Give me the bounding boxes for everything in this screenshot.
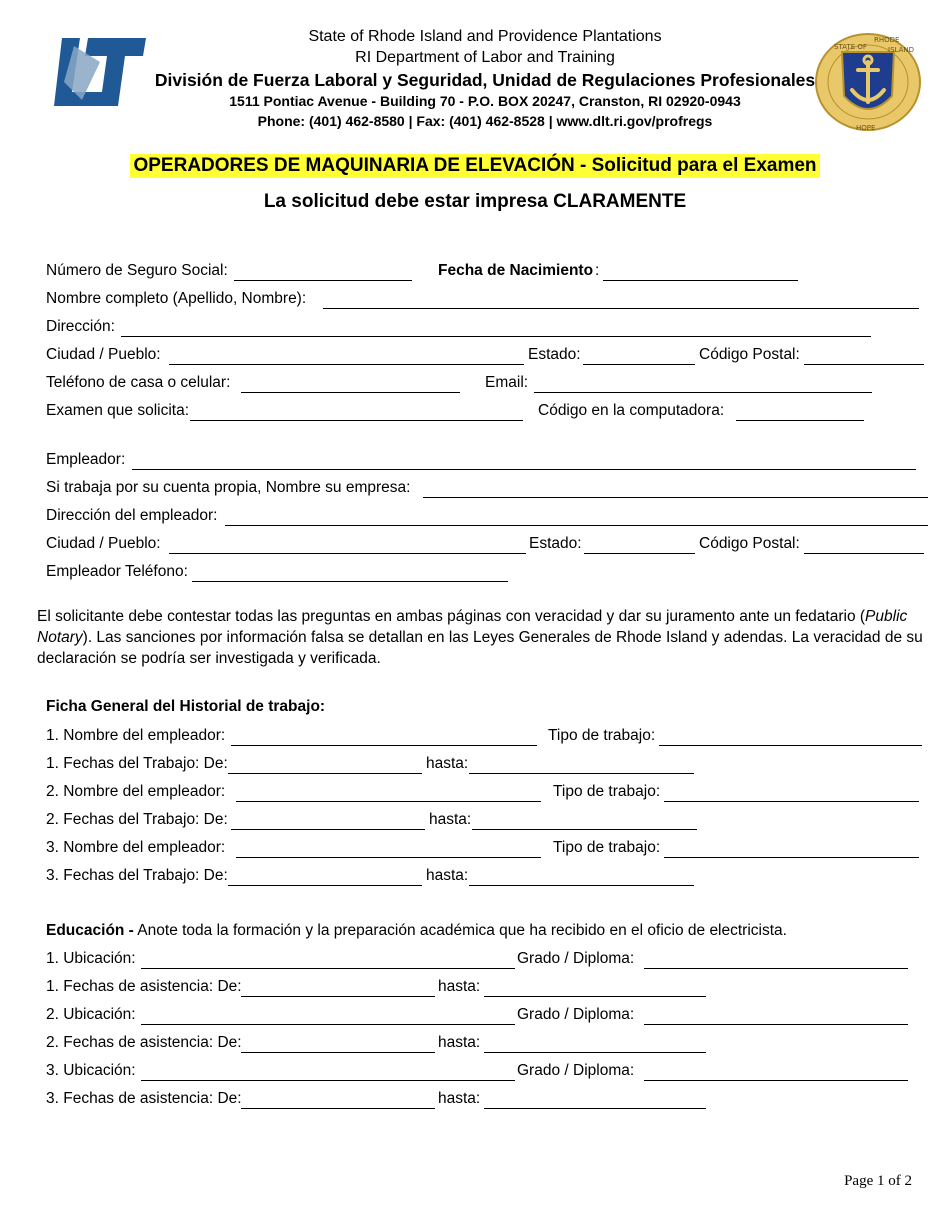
edu-1-dates-label: 1. Fechas de asistencia: De: <box>46 978 242 995</box>
seal-text-right: ISLAND <box>888 46 914 54</box>
row-ssn-dob <box>46 262 926 284</box>
header-state: State of Rhode Island and Providence Plantations <box>308 28 662 45</box>
education-heading-text: Anote toda la formación y la preparación académica que ha recibido en el oficio de electricista. <box>133 922 787 939</box>
work-row-2-employer <box>46 783 926 805</box>
row-self-employed <box>46 479 936 501</box>
edu-3-until-field[interactable] <box>484 1108 706 1109</box>
edu-2-from-field[interactable] <box>241 1052 435 1053</box>
edu-3-degree-label: Grado / Diploma: <box>517 1062 635 1079</box>
edu-row-2-dates <box>46 1034 926 1056</box>
work-2-employer-label: 2. Nombre del empleador: <box>46 783 226 800</box>
work-3-employer-label: 3. Nombre del empleador: <box>46 839 226 856</box>
full-name-label: Nombre completo (Apellido, Nombre): <box>46 290 307 307</box>
dob-colon: : <box>595 262 600 279</box>
row-employer-address <box>46 507 936 529</box>
row-employer-city-state-zip <box>46 535 926 557</box>
row-employer <box>46 451 926 473</box>
address-label: Dirección: <box>46 318 115 335</box>
edu-2-dates-label: 2. Fechas de asistencia: De: <box>46 1034 242 1051</box>
form-subtitle: La solicitud debe estar impresa CLARAMENTE <box>263 191 687 212</box>
employer-state-label: Estado: <box>529 535 582 552</box>
work-3-employer-field[interactable] <box>236 857 541 858</box>
work-2-until-label: hasta: <box>429 811 472 828</box>
edu-row-1-location <box>46 950 926 972</box>
work-1-employer-field[interactable] <box>231 745 537 746</box>
state-field[interactable] <box>583 364 695 365</box>
employer-address-label: Dirección del empleador: <box>46 507 218 524</box>
form-title: OPERADORES DE MAQUINARIA DE ELEVACIÓN - Solicitud para el Examen <box>130 154 819 178</box>
row-exam-code <box>46 402 926 424</box>
row-city-state-zip <box>46 346 926 368</box>
exam-label: Examen que solicita: <box>46 402 190 419</box>
employer-zip-field[interactable] <box>804 553 924 554</box>
edu-2-until-label: hasta: <box>438 1034 481 1051</box>
work-2-employer-field[interactable] <box>236 801 541 802</box>
work-row-3-employer <box>46 839 926 861</box>
work-1-employer-label: 1. Nombre del empleador: <box>46 727 226 744</box>
row-address <box>46 318 926 340</box>
edu-1-until-field[interactable] <box>484 996 706 997</box>
notice-part2: ). Las sanciones por información falsa se detallan en las Leyes Generales de Rhode Island y adendas. La veracidad de su declaración se podría ser investigada y verificada. <box>37 629 923 667</box>
work-3-type-field[interactable] <box>664 857 919 858</box>
work-1-until-label: hasta: <box>426 755 469 772</box>
employer-field[interactable] <box>132 469 916 470</box>
edu-3-degree-field[interactable] <box>644 1080 908 1081</box>
notice-part1: El solicitante debe contestar todas las preguntas en ambas páginas con veracidad y dar su juramento ante un fedatario ( <box>37 608 866 625</box>
work-row-1-employer <box>46 727 926 749</box>
edu-1-from-field[interactable] <box>241 996 435 997</box>
edu-row-1-dates <box>46 978 926 1000</box>
work-3-from-field[interactable] <box>228 885 422 886</box>
header-address: 1511 Pontiac Avenue - Building 70 - P.O. BOX 20247, Cranston, RI 02920-0943 <box>229 93 741 109</box>
edu-3-from-field[interactable] <box>241 1108 435 1109</box>
work-2-type-label: Tipo de trabajo: <box>553 783 661 800</box>
edu-row-3-location <box>46 1062 926 1084</box>
work-2-from-field[interactable] <box>231 829 425 830</box>
work-3-until-label: hasta: <box>426 867 469 884</box>
edu-1-degree-field[interactable] <box>644 968 908 969</box>
dob-field[interactable] <box>603 280 798 281</box>
work-1-dates-label: 1. Fechas del Trabajo: De: <box>46 755 228 772</box>
state-label: Estado: <box>528 346 581 363</box>
work-row-1-dates <box>46 755 926 777</box>
work-1-from-field[interactable] <box>228 773 422 774</box>
edu-row-3-dates <box>46 1090 926 1112</box>
employer-address-field[interactable] <box>225 525 928 526</box>
edu-2-location-label: 2. Ubicación: <box>46 1006 136 1023</box>
edu-3-location-field[interactable] <box>141 1080 515 1081</box>
edu-1-degree-label: Grado / Diploma: <box>517 950 635 967</box>
education-heading-bold: Educación - <box>46 922 134 939</box>
logo-graphic <box>52 38 148 108</box>
ssn-field[interactable] <box>234 280 412 281</box>
edu-2-until-field[interactable] <box>484 1052 706 1053</box>
work-history-heading: Ficha General del Historial de trabajo: <box>46 698 326 715</box>
email-field[interactable] <box>534 392 872 393</box>
page-number: Page 1 of 2 <box>844 1173 912 1189</box>
row-employer-phone <box>46 563 926 585</box>
sworn-statement-notice <box>37 606 932 669</box>
edu-2-degree-label: Grado / Diploma: <box>517 1006 635 1023</box>
computer-code-field[interactable] <box>736 420 864 421</box>
work-2-type-field[interactable] <box>664 801 919 802</box>
employer-zip-label: Código Postal: <box>699 535 800 552</box>
employer-state-field[interactable] <box>584 553 695 554</box>
work-1-type-label: Tipo de trabajo: <box>548 727 656 744</box>
email-label: Email: <box>485 374 529 391</box>
edu-1-location-field[interactable] <box>141 968 515 969</box>
state-seal <box>812 30 924 134</box>
edu-2-location-field[interactable] <box>141 1024 515 1025</box>
employer-phone-field[interactable] <box>192 581 508 582</box>
work-row-3-dates <box>46 867 926 889</box>
work-2-dates-label: 2. Fechas del Trabajo: De: <box>46 811 228 828</box>
edu-3-until-label: hasta: <box>438 1090 481 1107</box>
form-title-wrap <box>0 154 950 178</box>
education-heading <box>46 922 787 940</box>
employer-city-label: Ciudad / Pueblo: <box>46 535 161 552</box>
edu-2-degree-field[interactable] <box>644 1024 908 1025</box>
edu-1-until-label: hasta: <box>438 978 481 995</box>
seal-text-bottom: HOPE <box>856 124 876 132</box>
dob-label: Fecha de Nacimiento <box>438 262 594 279</box>
seal-text-top-right: RHODE <box>874 36 900 44</box>
work-3-dates-label: 3. Fechas del Trabajo: De: <box>46 867 228 884</box>
ssn-label: Número de Seguro Social: <box>46 262 228 279</box>
computer-code-label: Código en la computadora: <box>538 402 725 419</box>
dlt-logo <box>52 38 148 108</box>
phone-label: Teléfono de casa o celular: <box>46 374 231 391</box>
edu-3-dates-label: 3. Fechas de asistencia: De: <box>46 1090 242 1107</box>
row-full-name <box>46 290 926 312</box>
work-3-type-label: Tipo de trabajo: <box>553 839 661 856</box>
edu-3-location-label: 3. Ubicación: <box>46 1062 136 1079</box>
header-department: RI Department of Labor and Training <box>355 49 615 66</box>
employer-city-field[interactable] <box>169 553 526 554</box>
header-division: División de Fuerza Laboral y Seguridad, Unidad de Regulaciones Profesionales <box>154 70 816 90</box>
header-contact: Phone: (401) 462-8580 | Fax: (401) 462-8528 | www.dlt.ri.gov/profregs <box>257 113 713 129</box>
work-2-until-field[interactable] <box>472 829 697 830</box>
notice-italic: Public Notary <box>37 608 908 646</box>
phone-field[interactable] <box>241 392 460 393</box>
address-field[interactable] <box>121 336 871 337</box>
work-3-until-field[interactable] <box>469 885 694 886</box>
exam-field[interactable] <box>190 420 523 421</box>
row-phone-email <box>46 374 926 396</box>
zip-label: Código Postal: <box>699 346 800 363</box>
employer-phone-label: Empleador Teléfono: <box>46 563 188 580</box>
work-1-type-field[interactable] <box>659 745 922 746</box>
edu-1-location-label: 1. Ubicación: <box>46 950 136 967</box>
self-employed-label: Si trabaja por su cuenta propia, Nombre su empresa: <box>46 479 411 496</box>
work-1-until-field[interactable] <box>469 773 694 774</box>
city-field[interactable] <box>169 364 524 365</box>
edu-row-2-location <box>46 1006 926 1028</box>
full-name-field[interactable] <box>323 308 919 309</box>
work-row-2-dates <box>46 811 926 833</box>
zip-field[interactable] <box>804 364 924 365</box>
seal-text-top: STATE OF <box>834 43 867 51</box>
city-label: Ciudad / Pueblo: <box>46 346 161 363</box>
employer-label: Empleador: <box>46 451 126 468</box>
self-employed-field[interactable] <box>423 497 928 498</box>
